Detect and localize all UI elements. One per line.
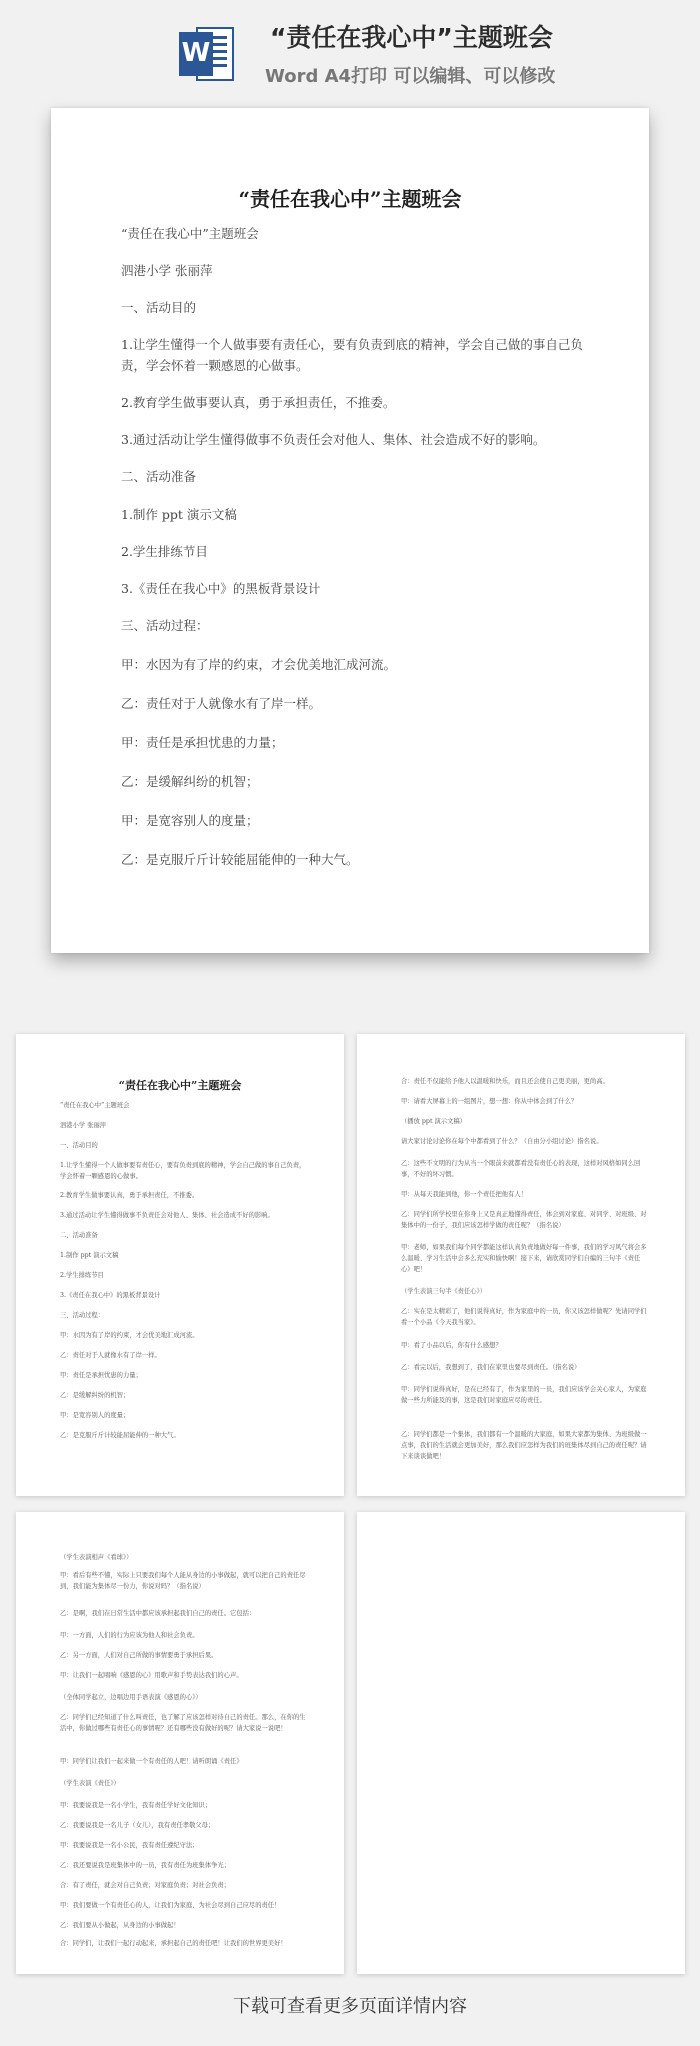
thumbnail-page-3[interactable] — [16, 1512, 344, 1974]
thumb-line: 乙：我要说我是一名儿子（女儿），我有责任孝敬父母； — [60, 1822, 215, 1829]
thumb-line: （全体同学起立，边唱边用手语表演《感恩的心》） — [60, 1694, 202, 1701]
doc-line: 甲：是宽容别人的度量； — [121, 813, 259, 828]
thumb-line: 甲：一方面，人们的行为应该为他人和社会负责。 — [60, 1632, 199, 1639]
thumb-line: 甲：我们要做一个有责任心的人，让我们为家庭、为社会尽到自己应尽的责任！ — [60, 1902, 281, 1909]
thumb-line: 甲：我要说我是一名小学生，我有责任学好文化知识； — [60, 1802, 212, 1809]
thumb-line: 乙：这些不文明的行为从当一个眼前来就都看没有责任心的表现，这样对风格如同么回事，不好的坏习惯。 — [401, 1160, 641, 1178]
header — [0, 0, 700, 100]
thumb-line: （学生表演三句半《责任心》） — [401, 1288, 487, 1295]
doc-line: 乙：是克服斤斤计较能屈能伸的一种大气。 — [121, 852, 359, 867]
doc-line: 3.《责任在我心中》的黑板背景设计 — [121, 581, 321, 596]
word-icon — [175, 22, 239, 86]
thumb-line: 乙：我还要说我是班集体中的一员，我有责任为班集体争光； — [60, 1862, 231, 1869]
footer-more-pages-link[interactable]: 下载可查看更多页面详情内容 — [233, 1996, 467, 2017]
thumbnail-page-2[interactable] — [357, 1034, 685, 1496]
thumb-line: 乙：同学们已经知道了什么叫责任，也了解了应该怎样对待自己的责任。那么，在你的生活中，你做过哪些有责任心的事情呢？还有哪些没有做好的呢？请大家说一说吧！ — [60, 1714, 306, 1732]
thumb-line: 乙：另一方面，人们对自己所做的事情要勇于承担后果。 — [60, 1652, 218, 1659]
thumb-line: 合：责任不仅能给予他人以温暖和快乐，而且还会使自己更美丽，更尚高。 — [401, 1078, 609, 1085]
doc-line: 2.学生排练节目 — [121, 544, 208, 559]
thumb-line: 3.通过活动让学生懂得做事不负责任会对他人、集体、社会造成不好的影响。 — [60, 1212, 274, 1219]
thumbnail-page-1[interactable] — [16, 1034, 344, 1496]
thumb-line: 乙：是缓解纠纷的机智； — [60, 1392, 130, 1399]
thumb-line: 乙：是克服斤斤计较能屈能伸的一种大气。 — [60, 1432, 180, 1439]
thumb-line: 乙：看完以后，我想到了，我们在家里也要尽到责任。（指名说） — [401, 1364, 581, 1371]
thumb-line: 乙：我们要从小做起，从身边的小事做起！ — [60, 1922, 180, 1929]
thumb-line: （学生表演《责任》） — [60, 1780, 120, 1787]
thumb-line: 1.制作 ppt 演示文稿 — [60, 1252, 119, 1259]
thumbnail-page-4[interactable] — [357, 1512, 685, 1974]
doc-line: 三、活动过程： — [121, 618, 209, 633]
thumb-line: （学生表演相声《看球》） — [60, 1554, 133, 1561]
thumb-line: 合：有了责任，就会对自己负责；对家庭负责；对社会负责； — [60, 1882, 231, 1889]
thumb-line: 甲：同学们说得真好，是在已经有了，作为家里的一员，我们应该学会关心家人，为家庭做一些力所能及的事，这是我们对家庭应尽的责任。 — [401, 1386, 647, 1404]
thumb-line: 2.学生排练节目 — [60, 1272, 104, 1279]
thumb-line: 甲：看了小品以后，你有什么感想？ — [401, 1342, 502, 1349]
doc-line: 2.教育学生做事要认真，勇于承担责任，不推委。 — [121, 395, 396, 410]
thumb-line: 甲：从每天我能到他，你一个责任把他有人！ — [401, 1191, 527, 1198]
thumb-line: 甲：是宽容别人的度量； — [60, 1412, 130, 1419]
thumb-line: 甲：看后有些不懂，实际上只要我们每个人能从身边的小事做起，就可以把自己的责任尽到，我们能为集体尽一份力，你说对吗？（指名说） — [60, 1572, 306, 1590]
thumb-line: 甲：我要说我是一名小公民，我有责任遵纪守法； — [60, 1842, 199, 1849]
doc-line: 甲：责任是承担忧患的力量； — [121, 735, 284, 750]
thumb-line: 乙：同学们所学校里在你身上又是真正地懂得责任，体会到对家庭、对同学、对班级、对集体中的一份子，我们应该怎样学做的责任呢？（指名说） — [401, 1211, 647, 1229]
thumb-line: 甲：水因为有了岸的约束，才会优美地汇成河流。 — [60, 1332, 199, 1339]
thumb-line: 甲：老师，如果我们每个同学都能这样认真负责地做好每一件事，我们的学习风气将会多么温暖、学习生活中会多么充实和愉快啊！接下来，请欣赏同学们自编的三句半《责任心》吧！ — [401, 1244, 647, 1273]
thumb-line: 甲：责任是承担忧患的力量； — [60, 1372, 142, 1379]
page-title: “责任在我心中”主题班会 — [238, 187, 462, 211]
doc-line: 甲：水因为有了岸的约束，才会优美地汇成河流。 — [121, 657, 397, 672]
thumb-line: 2.教育学生做事要认真，勇于承担责任，不推委。 — [60, 1192, 199, 1199]
thumb-line: （播放 ppt 演示文稿） — [401, 1118, 466, 1125]
thumb-line: 泗港小学 张丽萍 — [60, 1122, 107, 1129]
doc-line: 乙：责任对于人就像水有了岸一样。 — [121, 696, 322, 711]
doc-line: 3.通过活动让学生懂得做事不负责任会对他人、集体、社会造成不好的影响。 — [121, 432, 546, 447]
thumb-line: 甲：请看大屏幕上的一组图片，想一想：你从中体会到了什么？ — [401, 1098, 578, 1105]
doc-line: 1.让学生懂得一个人做事要有责任心，要有负责到底的精神，学会自己做的事自己负责，学会怀着一颗感恩的心做事。 — [121, 337, 583, 373]
thumb-line: 乙：是啊，我们在日常生活中都应该承担起我们自己的责任。它包括： — [60, 1610, 256, 1617]
header-title: “责任在我心中”主题班会 — [270, 23, 553, 52]
thumbnail-title: “责任在我心中”主题班会 — [118, 1079, 242, 1092]
thumb-line: 乙：同学们都是一个集体，我们都有一个温暖的大家庭，如果大家都为集体、为班级做一点事，我们的生活就会更加美好，那么我们应怎样为我们的班集体尽到自己的责任呢？请下来谈谈做吧！ — [401, 1431, 647, 1460]
thumb-line: 甲：让我们一起唱响《感恩的心》用歌声和手势表达我们的心声。 — [60, 1672, 243, 1679]
thumb-line: 合：同学们，让我们一起行动起来，承担起自己的责任吧！让我们的世界更美好！ — [60, 1940, 287, 1947]
thumb-line: 二、活动准备 — [60, 1232, 98, 1239]
header-subtitle: Word A4打印 可以编辑、可以修改 — [265, 66, 556, 87]
thumb-line: 3.《责任在我心中》的黑板背景设计 — [60, 1292, 161, 1299]
document-page-preview — [51, 108, 649, 953]
doc-line: “责任在我心中”主题班会 — [121, 226, 259, 241]
doc-line: 1.制作 ppt 演示文稿 — [121, 507, 237, 522]
thumb-line: 乙：责任对于人就像水有了岸一样。 — [60, 1352, 161, 1359]
thumb-line: 甲：同学们让我们一起来做一个有责任的人吧！请听朗诵《责任》 — [60, 1758, 243, 1765]
thumb-line: 请大家讨论讨论你在每个中都看到了什么？（自由分小组讨论）指名说。 — [401, 1138, 603, 1145]
doc-line: 泗港小学 张丽萍 — [121, 263, 213, 278]
doc-line: 一、活动目的 — [121, 300, 197, 315]
thumb-line: 1.让学生懂得一个人做事要有责任心，要有负责到底的精神，学会自己做的事自己负责，学会怀着一颗感恩的心做事。 — [60, 1162, 306, 1180]
thumb-line: 三、活动过程： — [60, 1312, 105, 1319]
thumb-line: 乙：实在是太精彩了，他们说得真好，作为家庭中的一员，你又该怎样做呢？先请同学们看一个小品《今天我当家》。 — [401, 1308, 647, 1326]
word-icon-letter: W — [181, 38, 211, 68]
thumb-line: 一、活动目的 — [60, 1142, 98, 1149]
doc-line: 二、活动准备 — [121, 469, 197, 484]
doc-line: 乙：是缓解纠纷的机智； — [121, 774, 259, 789]
thumb-line: “责任在我心中”主题班会 — [60, 1102, 130, 1109]
